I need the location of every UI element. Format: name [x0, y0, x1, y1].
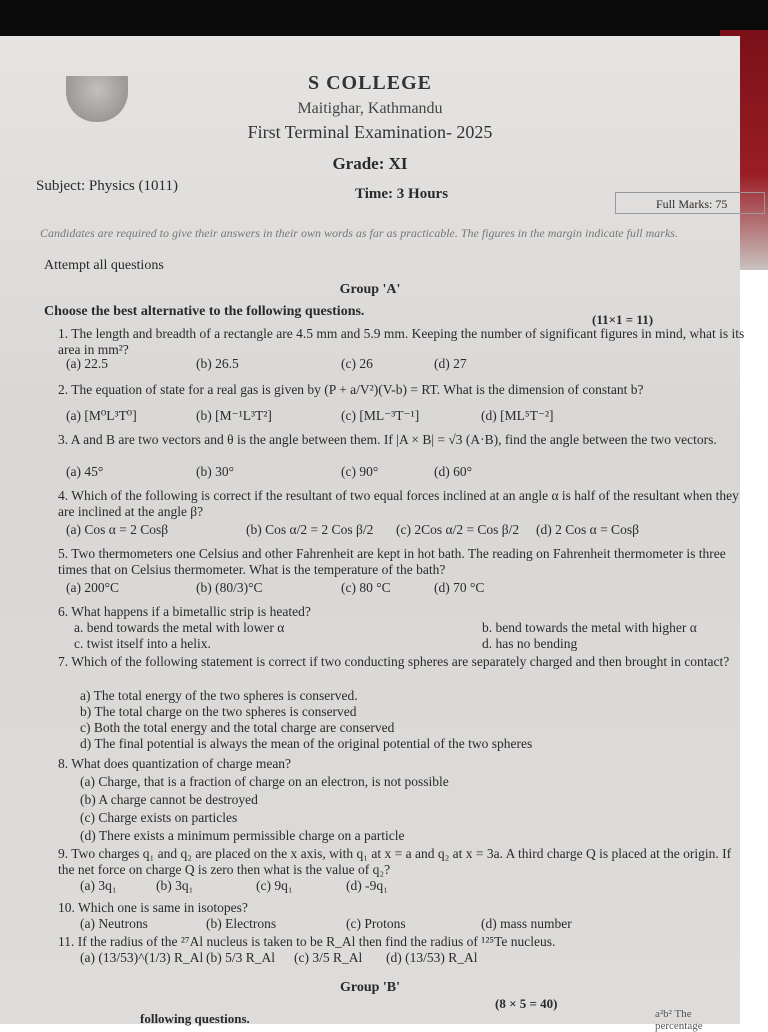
- option: (a) 22.5: [66, 356, 108, 371]
- group-b-side-text: a²b² The percentage: [655, 1008, 703, 1032]
- exam-title: First Terminal Examination- 2025: [247, 122, 493, 142]
- option: (d) (13/53) R_Al: [386, 950, 478, 965]
- attempt-all: Attempt all questions: [44, 258, 164, 273]
- option: d. has no bending: [482, 636, 578, 651]
- time-label: Time: 3 Hours: [355, 186, 449, 202]
- option: (a) 3q₁: [80, 878, 117, 893]
- option: (b) 5/3 R_Al: [206, 950, 275, 965]
- question-8: 8. What does quantization of charge mean?: [58, 756, 292, 771]
- question-9: 9. Two charges q₁ and q₂ are placed on the x axis, with q₁ at x = a and q₂ at x = 3a. A third charge Q is placed at the origin. If the net force on charge Q is zero then what is the value of q₂?: [58, 846, 732, 877]
- full-marks-box: Full Marks: 75: [615, 192, 765, 214]
- group-b-title: Group 'B': [339, 980, 401, 995]
- option: (b) (80/3)°C: [196, 580, 263, 595]
- question-1: 1. The length and breadth of a rectangle are 4.5 mm and 5.9 mm. Keeping the number of significant figures in mind, what is its area in mm²?: [58, 326, 745, 357]
- option: (c) 90°: [341, 464, 379, 479]
- option: (b) 30°: [196, 464, 235, 479]
- question-3: 3. A and B are two vectors and θ is the angle between them. If |A × B| = √3 (A·B), find the angle between the two vectors.: [58, 432, 717, 447]
- option: (a) Neutrons: [80, 916, 148, 931]
- option: (c) Charge exists on particles: [80, 810, 238, 825]
- option: (d) 60°: [434, 464, 473, 479]
- option: a) The total energy of the two spheres is conserved.: [80, 688, 358, 703]
- option: (c) 80 °C: [341, 580, 391, 595]
- question-7: 7. Which of the following statement is correct if two conducting spheres are separately charged and then brought in contact?: [58, 654, 730, 669]
- option: (b) Electrons: [206, 916, 277, 931]
- option: (d) There exists a minimum permissible charge on a particle: [80, 828, 405, 843]
- option: (a) [M⁰L³T⁰]: [66, 408, 137, 423]
- background-top: [0, 0, 768, 40]
- question-10-options: [66, 916, 746, 934]
- exam-meta-row: [30, 174, 730, 214]
- option: (d) 70 °C: [434, 580, 485, 595]
- option: (b) [M⁻¹L³T²]: [196, 408, 272, 423]
- question-2-options: [66, 408, 746, 426]
- option: (c) 3/5 R_Al: [294, 950, 363, 965]
- question-11-options: [66, 950, 746, 968]
- option: (b) 3q₁: [156, 878, 194, 893]
- option: (c) Protons: [346, 916, 406, 931]
- option: (a) Charge, that is a fraction of charge on an electron, is not possible: [80, 774, 449, 789]
- question-10: 10. Which one is same in isotopes?: [58, 900, 248, 915]
- group-a-heading: Choose the best alternative to the following questions.: [44, 304, 365, 319]
- option: (b) 26.5: [196, 356, 239, 371]
- group-b-marks: (8 × 5 = 40): [495, 996, 558, 1011]
- grade-label: Grade: XI: [332, 154, 408, 173]
- option: d) The final potential is always the mean of the original potential of the two spheres: [80, 736, 533, 751]
- question-1-options: [66, 356, 746, 374]
- group-b-heading: following questions.: [140, 1011, 250, 1026]
- option: (d) -9q₁: [346, 878, 388, 893]
- instructions: Candidates are required to give their answers in their own words as far as practicable. The figures in the margin indicate full marks.: [40, 226, 678, 240]
- option: (b) Cos α/2 = 2 Cos β/2: [246, 522, 374, 537]
- group-a-title: Group 'A': [339, 282, 401, 297]
- question-4: 4. Which of the following is correct if the resultant of two equal forces inclined at an angle α is half of the resultant when they are inclined at the angle β?: [58, 488, 739, 519]
- option: (d) mass number: [481, 916, 572, 931]
- option: (c) 26: [341, 356, 373, 371]
- question-5-options: [66, 580, 746, 598]
- option: (a) Cos α = 2 Cosβ: [66, 522, 169, 537]
- option: a. bend towards the metal with lower α: [74, 620, 285, 635]
- option: (a) (13/53)^(1/3) R_Al: [80, 950, 204, 965]
- question-2: 2. The equation of state for a real gas is given by (P + a/V²)(V-b) = RT. What is the dimension of constant b?: [58, 382, 644, 397]
- option: (d) [ML⁵T⁻²]: [481, 408, 554, 423]
- option: (d) 27: [434, 356, 467, 371]
- college-address: Maitighar, Kathmandu: [297, 100, 443, 117]
- option: (a) 45°: [66, 464, 104, 479]
- option: c. twist itself into a helix.: [74, 636, 211, 651]
- option: b) The total charge on the two spheres is conserved: [80, 704, 357, 719]
- option: (d) 2 Cos α = Cosβ: [536, 522, 639, 537]
- option: (c) [ML⁻³T⁻¹]: [341, 408, 420, 423]
- option: b. bend towards the metal with higher α: [482, 620, 697, 635]
- subject-label: Subject: Physics (1011): [36, 178, 178, 194]
- question-4-options: [66, 522, 746, 540]
- group-a-marks: (11×1 = 11): [592, 312, 654, 327]
- option: (c) 2Cos α/2 = Cos β/2: [396, 522, 520, 537]
- option: (b) A charge cannot be destroyed: [80, 792, 258, 807]
- option: (a) 200°C: [66, 580, 120, 595]
- option: (c) 9q₁: [256, 878, 293, 893]
- question-3-options: [66, 464, 746, 482]
- option: c) Both the total energy and the total charge are conserved: [80, 720, 395, 735]
- question-5: 5. Two thermometers one Celsius and other Fahrenheit are kept in hot bath. The reading on Fahrenheit thermometer is three times that on Celsius thermometer. What is the temperature of the bath?: [58, 546, 726, 577]
- question-9-options: [66, 878, 746, 896]
- college-name: S COLLEGE: [307, 72, 433, 94]
- exam-paper: [0, 36, 745, 1032]
- question-11: 11. If the radius of the ²⁷Al nucleus is taken to be R_Al then find the radius of ¹²⁵Te nucleus.: [58, 934, 556, 949]
- question-6: 6. What happens if a bimetallic strip is heated?: [58, 604, 311, 619]
